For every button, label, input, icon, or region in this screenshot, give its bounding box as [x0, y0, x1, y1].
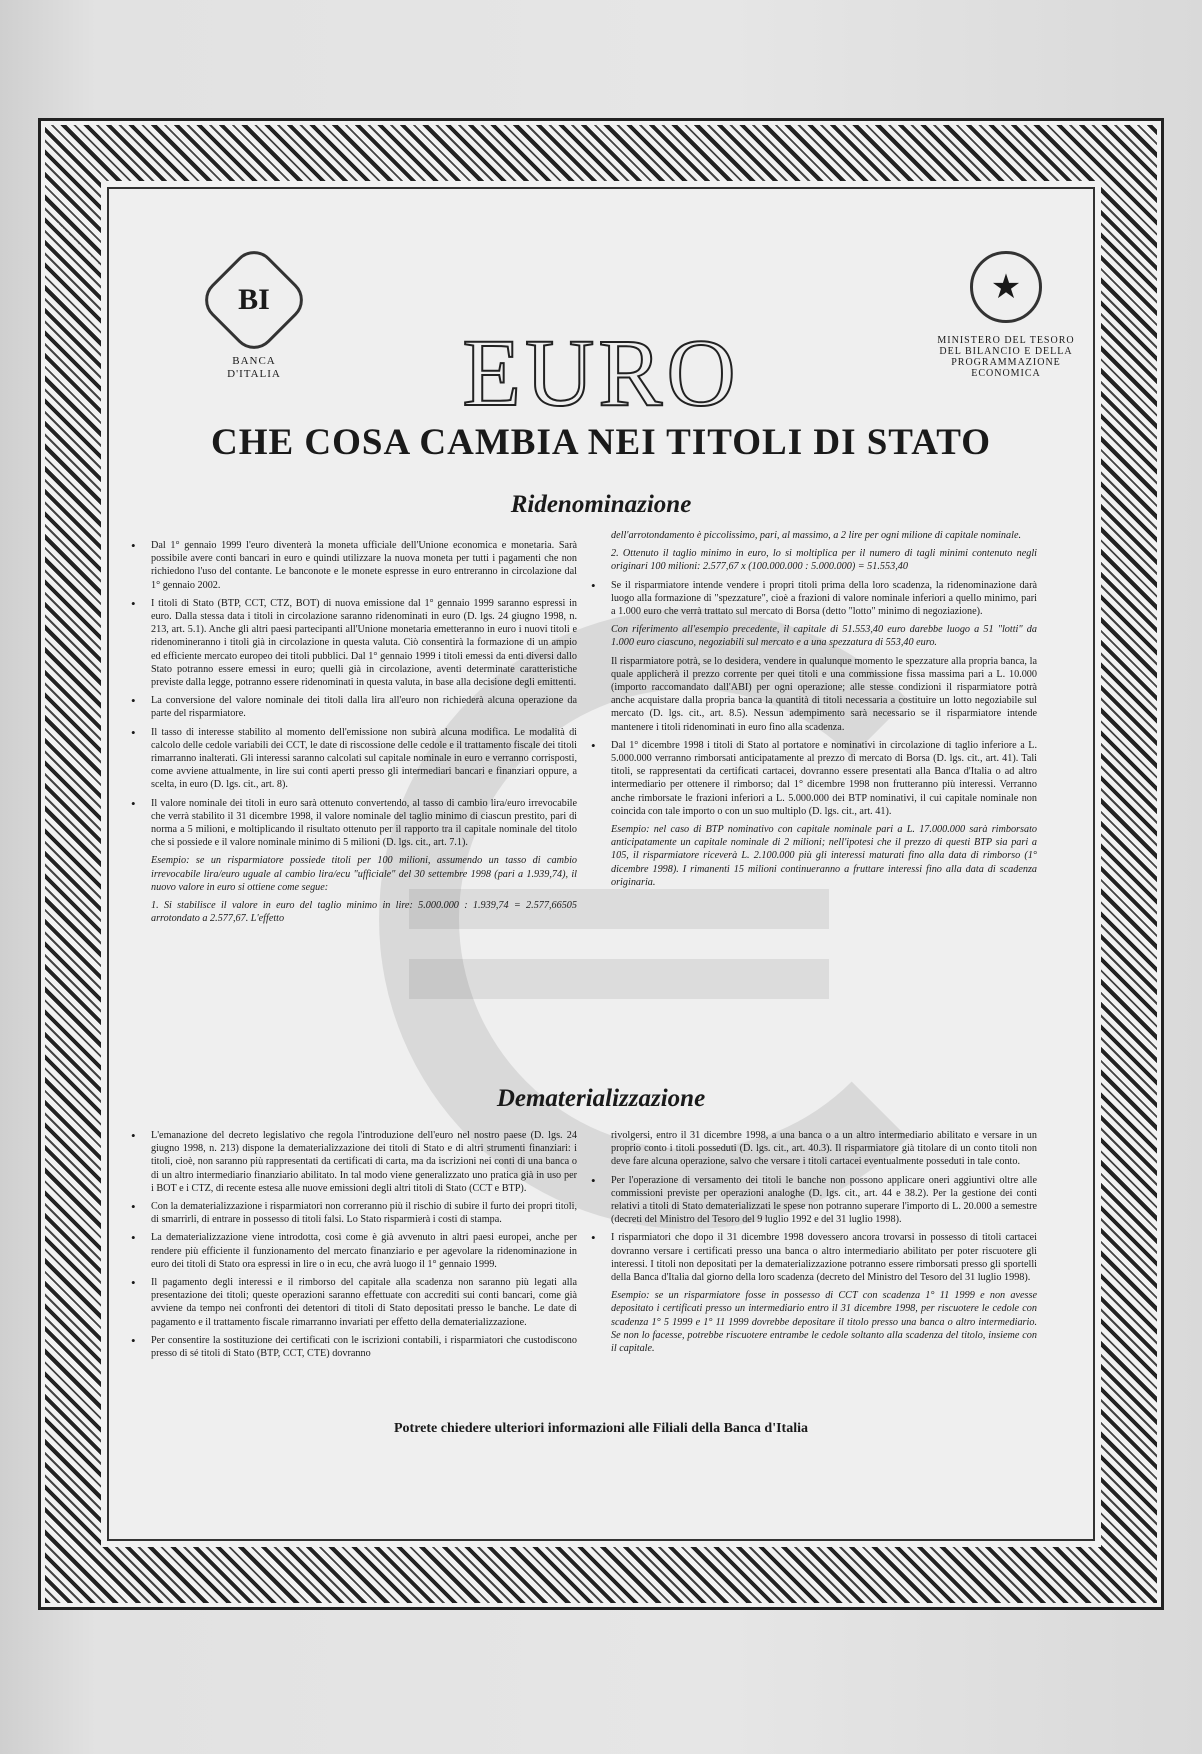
poster-content — [107, 187, 1095, 1541]
dematerializzazione-right-column — [589, 1129, 1037, 1459]
decorative-frame — [38, 118, 1164, 1610]
paragraph: Esempio: se un risparmiatore fosse in possesso di CCT con scadenza 1° 11 1999 e non avesse depositato i certificati presso un intermediario entro il 31 dicembre 1998, per riscuotere le cedole con scadenza 1° 5 1999 e 1° 11 1999 dovrebbe depositare il titolo presso una banca o altro intermediario. Se non lo facesse, potrebbe riscuotere entrambe le cedole soltanto alla scadenza del titolo, insieme con il capitale. — [611, 1290, 1037, 1355]
paragraph: • Con la dematerializzazione i risparmiatori non correranno più il rischio di subire il furto dei propri titoli, di smarrirli, di entrare in possesso di titoli falsi. Lo Stato risparmierà i costi di stampa. — [129, 1200, 577, 1226]
paragraph: Il risparmiatore potrà, se lo desidera, vendere in qualunque momento le spezzature alla propria banca, la quale applicherà il prezzo corrente per quei titoli e una commissione fissa massima pari a L. 10.000 (importo raccomandato dall'ABI) per ogni operazione; alle stesse condizioni il risparmiatore potrà anche acquistare dalla propria banca la quantità di titoli necessaria a costituire un lotto negoziabile sul mercato (D. lgs. cit., art. 8.5). Nessun adempimento sarà necessario se il risparmiatore intende mantenere i titoli ridenominati in euro fino alla scadenza. — [611, 655, 1037, 733]
paragraph: Esempio: nel caso di BTP nominativo con capitale nominale pari a L. 17.000.000 sarà rimborsato anticipatamente un capitale nominale di 2 milioni; nell'ipotesi che il prezzo di questi BTP sia pari a 105, il risparmiatore riceverà L. 2.100.000 più gli interessi maturati fino alla data di rimborso (1° dicembre 1998). I rimanenti 15 milioni continueranno a fruttare interessi fino alla data di scadenza originaria. — [611, 824, 1037, 888]
ridenominazione-right-column — [589, 529, 1037, 1139]
paragraph: 1. Si stabilisce il valore in euro del taglio minimo in lire: 5.000.000 : 1.939,74 = 2.577,66505 arrotondato a 2.577,67. L'effetto — [151, 900, 577, 925]
section-title-ridenominazione: Ridenominazione — [510, 491, 692, 518]
paragraph: • La dematerializzazione viene introdotta, così come è già avvenuto in altri paesi europei, anche per rendere più efficiente il funzionamento del mercato finanziario e per agevolare la ridenominazione in euro dei titoli di Stato ora espressi in lire o in ecu, che avrà luogo il 1° gennaio 1999. — [129, 1231, 577, 1271]
paragraph: • I risparmiatori che dopo il 31 dicembre 1998 dovessero ancora trovarsi in possesso di titoli cartacei dovranno versare i certificati presso una banca o altro intermediario abilitato per poter riscuotere gli interessi. I titoli non depositati per la dematerializzazione potranno essere rimborsati presso gli sportelli della Banca d'Italia dal giorno della loro scadenza (decreto del Ministro del Tesoro del 31 luglio 1998). — [589, 1231, 1037, 1284]
paragraph: • L'emanazione del decreto legislativo che regola l'introduzione dell'euro nel nostro paese (D. lgs. 24 giugno 1998, n. 213) dispone la dematerializzazione dei titoli di Stato e di altri strumenti finanziari: i titoli, cioè, non saranno più rappresentati da certificati di carta, ma da iscrizioni nei conti di una banca o di un altro intermediario finanziario abilitato. In tal modo viene generalizzato uno pratica già in uso per i BOT e i CTZ, di recente estesa alle nuove emissioni degli altri titoli di Stato (CCT e BTP). — [129, 1129, 577, 1195]
page-title: CHE COSA CAMBIA NEI TITOLI DI STATO — [210, 422, 992, 463]
ridenominazione-left-column — [129, 539, 577, 1139]
ministero-label: MINISTERO DEL TESORO DEL BILANCIO E DELLA PROGRAMMAZIONE ECONOMICA — [937, 335, 1075, 379]
bi-monogram-icon: BI — [196, 242, 312, 358]
paragraph: dell'arrotondamento è piccolissimo, pari, al massimo, a 2 lire per ogni milione di capitale nominale. — [611, 530, 1022, 541]
dematerializzazione-left-column — [129, 1129, 577, 1459]
paragraph: • Per consentire la sostituzione dei certificati con le iscrizioni contabili, i risparmiatori che custodiscono presso di sé titoli di Stato (BTP, CCT, CTE) dovranno — [129, 1334, 577, 1360]
paragraph: Con riferimento all'esempio precedente, il capitale di 51.553,40 euro darebbe luogo a 51 "lotti" da 1.000 euro ciascuno, negoziabili sul mercato e a una spezzatura di 553,40 euro. — [611, 624, 1037, 649]
paragraph: • I titoli di Stato (BTP, CCT, CTZ, BOT) di nuova emissione dal 1° gennaio 1999 saranno espressi in euro. Dalla stessa data i titoli in circolazione saranno ridenominati in euro (D. lgs. 24 giugno 1998, n. 213, art. 5.1). Anche gli altri paesi partecipanti all'Unione monetaria emetteranno in euro i nuovi titoli e ridenomineranno i titoli già in circolazione in questa valuta. Ciò consentirà la formazione di un ampio ed efficiente mercato europeo dei titoli pubblici. Dal 1° gennaio 1999 i titoli emessi da enti diversi dallo Stato potranno essere emessi in euro; quelli già in circolazione, aventi determinate caratteristiche previste dalla legge, potranno essere ridenominati in questa valuta, in base alla decisione degli emittenti. — [129, 597, 577, 689]
paragraph: Esempio: se un risparmiatore possiede titoli per 100 milioni, assumendo un tasso di cambio irrevocabile lira/euro uguale al cambio lira/ecu "ufficiale" del 30 settembre 1998 (pari a 1.939,74), il nuovo valore in euro si ottiene come segue: — [151, 855, 577, 893]
footer-note: Potrete chiedere ulteriori informazioni alle Filiali della Banca d'Italia — [394, 1421, 808, 1436]
paragraph: 2. Ottenuto il taglio minimo in euro, lo si moltiplica per il numero di tagli minimi contenuto negli originari 100 milioni: 2.577,67 x (100.000.000 : 5.000.000) = 51.553,40 — [611, 548, 1037, 573]
paragraph: • Per l'operazione di versamento dei titoli le banche non possono applicare oneri aggiuntivi oltre alle commissioni previste per operazioni analoghe (D. lgs. cit., art. 44 e 38.2). Per la gestione dei conti relativi a titoli di Stato dematerializzati le spese non potranno superare l'importo di L. 20.000 a semestre (decreti del Ministro del Tesoro del 9 luglio 1992 e del 31 luglio 1998). — [589, 1174, 1037, 1227]
paragraph: • La conversione del valore nominale dei titoli dalla lira all'euro non richiederà alcuna operazione da parte del risparmiatore. — [129, 694, 577, 720]
paragraph: • Il tasso di interesse stabilito al momento dell'emissione non subirà alcuna modifica. Le modalità di calcolo delle cedole variabili dei CCT, le date di riscossione delle cedole e il trattamento fiscale dei titoli rimarranno inalterati. Gli interessi saranno calcolati sul capitale nominale in euro e verranno corrisposti, come avviene attualmente, in lire sui conti aperti presso gli intermediari bancari e finanziari oppure, a scelta, in euro (D. lgs. cit., art. 8). — [129, 726, 577, 792]
republic-emblem-icon: ★ — [970, 251, 1042, 323]
paragraph: • Se il risparmiatore intende vendere i propri titoli prima della loro scadenza, la ridenominazione darà luogo alla formazione di "spezzature", cioè a frazioni di valore nominale inferiori a quello minimo, pari a 1.000 euro che verrà trattato sul mercato di Borsa (detto "lotto" minimo di negoziazione). — [589, 579, 1037, 619]
paragraph: • Dal 1° gennaio 1999 l'euro diventerà la moneta ufficiale dell'Unione economica e monetaria. Sarà possibile avere conti bancari in euro e quindi utilizzare la nuova moneta per tutti i pagamenti che non richiedono l'uso del contante. Le banconote e le monete espresse in euro entreranno in circolazione dal 1° gennaio 2002. — [129, 539, 577, 592]
paragraph: • Il pagamento degli interessi e il rimborso del capitale alla scadenza non saranno più legati alla presentazione dei titoli; queste operazioni saranno effettuate con accrediti sui conti bancari, come già avviene da tempo nei confronti dei detentori di titoli di Stato depositati presso le banche. Le date di pagamento e il trattamento fiscale rimarranno invariati per effetto della dematerializzazione. — [129, 1276, 577, 1329]
paragraph: • Il valore nominale dei titoli in euro sarà ottenuto convertendo, al tasso di cambio lira/euro irrevocabile che verrà stabilito il 31 dicembre 1998, il valore nominale del taglio minimo di ciascun prestito, pari di norma a 5 milioni, e moltiplicando il risultato ottenuto per il rapporto tra il capitale nominale del titolo che si possiede e il valore nominale minimo di 5 milioni (D. lgs. cit., art. 7.1). — [129, 797, 577, 850]
paragraph: • Dal 1° dicembre 1998 i titoli di Stato al portatore e nominativi in circolazione di taglio inferiore a L. 5.000.000 verranno rimborsati anticipatamente al prezzo di mercato di Borsa (D. lgs. cit., art. 41). Tali titoli, se rappresentati da certificati cartacei, dovranno essere presentati alla Banca d'Italia o ad altro intermediario per ottenere il rimborso; dal 1° dicembre 1998 non frutteranno più interessi. Verranno anche rimborsate le frazioni inferiori a L. 5.000.000 dei BTP nominativi, il cui capitale nominale non coincida con tale importo o con un suo multiplo (D. lgs. cit., art. 41). — [589, 739, 1037, 818]
euro-heading: EURO — [462, 319, 740, 426]
section-title-dematerializzazione: Dematerializzazione — [496, 1085, 706, 1112]
banca-italia-label: BANCA D'ITALIA — [227, 355, 281, 380]
paragraph: rivolgersi, entro il 31 dicembre 1998, a una banca o a un altro intermediario abilitato e versare in un proprio conto i titoli posseduti (D. lgs. cit., art. 40.3). Il risparmiatore già titolare di un conto titoli non deve fare alcuna operazione, salvo che versare i titoli cartacei eventualmente posseduti in tale conto. — [611, 1130, 1037, 1168]
